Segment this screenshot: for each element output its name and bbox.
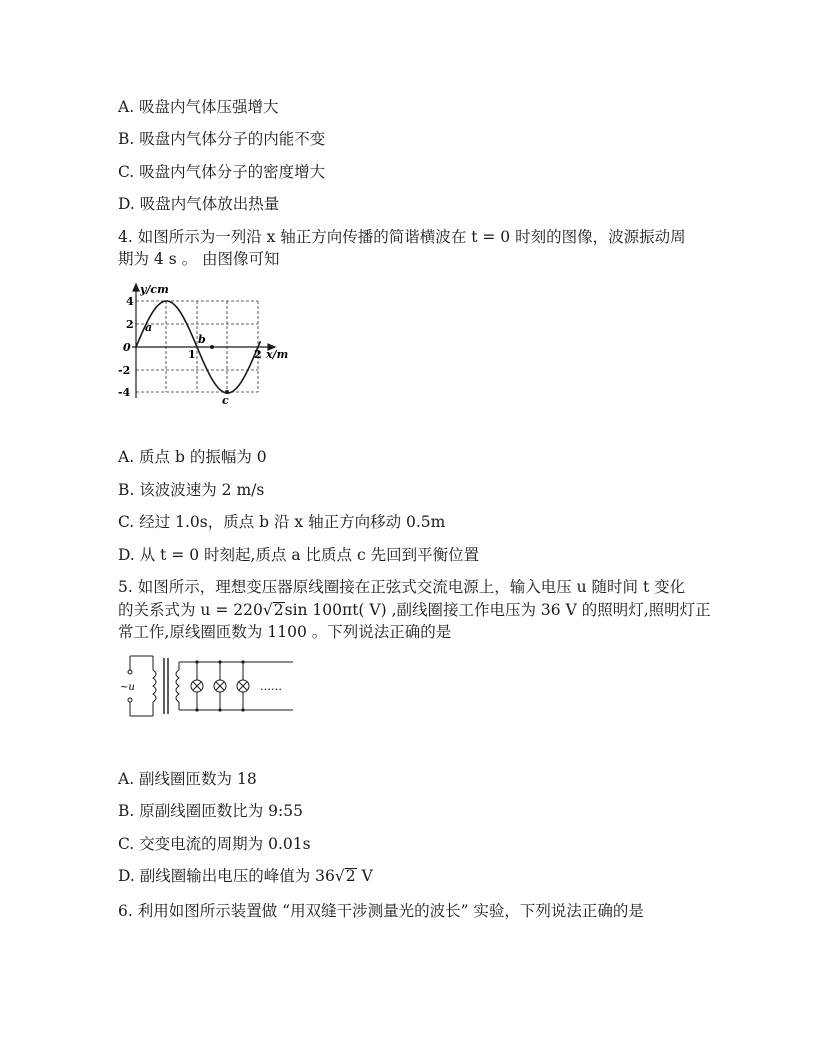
- q4-option-d: D. 从 t = 0 时刻起,质点 a 比质点 c 先回到平衡位置: [118, 546, 480, 564]
- lamp-3: [237, 662, 249, 710]
- lamp-1: [191, 662, 203, 710]
- q5-option-c: C. 交变电流的周期为 0.01s: [118, 835, 311, 853]
- lamp-2: [214, 662, 226, 710]
- q5-option-d-pre: D. 副线圈输出电压的峰值为 36: [118, 867, 335, 885]
- q5-transformer-circuit: [118, 652, 298, 724]
- x-tick-1: 1: [188, 348, 196, 361]
- q5-option-d-root: 2: [345, 867, 356, 885]
- q5-option-d: D. 副线圈输出电压的峰值为 36√2 V: [118, 867, 373, 885]
- point-c-label: c: [222, 394, 229, 407]
- q4-option-c: C. 经过 1.0s，质点 b 沿 x 轴正方向移动 0.5m: [118, 513, 446, 531]
- y-tick-0: 0: [123, 341, 131, 354]
- q5-formula-post: sin 100πt( V) ,副线圈接工作电压为 36 V 的照明灯,照明灯正: [284, 601, 711, 619]
- q3-option-a: A. 吸盘内气体压强增大: [118, 98, 279, 116]
- point-b-label: b: [198, 333, 206, 346]
- secondary-coil: [176, 670, 179, 702]
- q4-option-b: B. 该波波速为 2 m/s: [118, 481, 265, 499]
- q5-formula-root: 2: [273, 601, 284, 619]
- q4-option-a: A. 质点 b 的振幅为 0: [118, 448, 267, 466]
- q5-option-d-post: V: [356, 867, 373, 885]
- y-tick-4: 4: [126, 295, 134, 308]
- q4-stem-line2: 期为 4 s 。 由图像可知: [118, 250, 280, 268]
- y-axis-label: y/cm: [140, 283, 169, 296]
- source-terminal-bottom: [128, 698, 132, 702]
- point-b-dot: [210, 345, 214, 349]
- q6-stem: 6. 利用如图所示装置做 “用双缝干涉测量光的波长” 实验，下列说法正确的是: [118, 902, 644, 920]
- q4-stem-line1: 4. 如图所示为一列沿 x 轴正方向传播的简谐横波在 t = 0 时刻的图像，波源振动周: [118, 228, 686, 246]
- q5-stem-line2: 的关系式为 u = 220√2sin 100πt( V) ,副线圈接工作电压为 36 V 的照明灯,照明灯正: [118, 601, 711, 619]
- point-a-label: a: [145, 321, 153, 334]
- y-tick-2: 2: [126, 318, 134, 331]
- y-axis-arrow: [133, 284, 139, 291]
- q3-option-d: D. 吸盘内气体放出热量: [118, 195, 280, 213]
- x-axis-label: x/m: [266, 348, 289, 361]
- lamp-ellipsis: ……: [260, 680, 282, 693]
- q5-formula-pre: 的关系式为 u = 220: [118, 601, 263, 619]
- q3-option-b: B. 吸盘内气体分子的内能不变: [118, 130, 326, 148]
- source-label: ~u: [120, 682, 135, 693]
- y-tick-neg2: -2: [118, 364, 131, 377]
- q5-stem-line1: 5. 如图所示，理想变压器原线圈接在正弦式交流电源上，输入电压 u 随时间 t 变化: [118, 578, 686, 596]
- q3-option-c: C. 吸盘内气体分子的密度增大: [118, 163, 326, 181]
- source-terminal-top: [128, 670, 132, 674]
- q5-option-b: B. 原副线圈匝数比为 9:55: [118, 802, 303, 820]
- q5-stem-line3: 常工作,原线圈匝数为 1100 。下列说法正确的是: [118, 623, 452, 641]
- q5-option-a: A. 副线圈匝数为 18: [118, 770, 257, 788]
- y-tick-neg4: -4: [118, 386, 131, 399]
- primary-coil: [153, 670, 156, 702]
- q4-wave-graph: [118, 280, 298, 410]
- x-tick-2: 2: [254, 348, 262, 361]
